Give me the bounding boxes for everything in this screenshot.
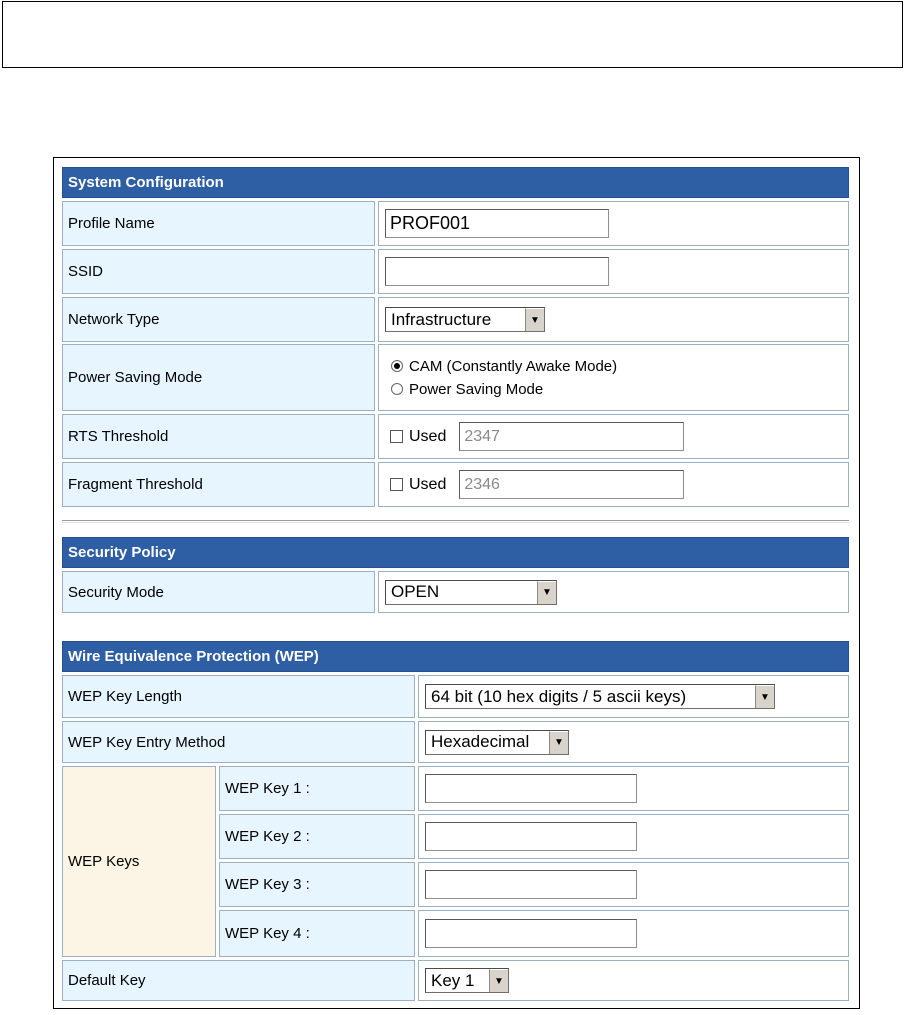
section-divider	[62, 520, 849, 523]
fragment-threshold-label-text: Fragment Threshold	[68, 476, 203, 493]
top-empty-panel	[2, 1, 903, 68]
default-key-label	[62, 960, 415, 1001]
power-saving-mode-label-text: Power Saving Mode	[68, 369, 203, 386]
security-policy-title: Security Policy	[68, 544, 176, 561]
wep-title: Wire Equivalence Protection (WEP)	[68, 648, 319, 665]
security-mode-label-text: Security Mode	[68, 583, 164, 601]
network-type-value: Infrastructure	[391, 309, 492, 329]
wep-key-3-cell	[418, 862, 849, 907]
cam-option[interactable]	[391, 358, 617, 375]
fragment-threshold-cell	[378, 462, 849, 507]
dropdown-arrow-icon[interactable]: ▼	[537, 581, 556, 604]
wep-key-4-label	[219, 910, 415, 957]
wep-key-1-label	[219, 766, 415, 811]
profile-name-label	[62, 201, 375, 246]
radio-selected-dot	[394, 363, 400, 369]
wep-key-2-label	[219, 814, 415, 859]
default-key-value: Key 1	[431, 970, 475, 990]
default-key-label-text: Default Key	[68, 972, 146, 989]
wep-key-4-input[interactable]	[425, 919, 637, 948]
wep-key-length-select[interactable]	[425, 684, 775, 709]
wep-key-entry-method-value: Hexadecimal	[431, 732, 530, 751]
dropdown-arrow-icon[interactable]: ▼	[525, 308, 544, 331]
security-policy-header	[62, 537, 849, 568]
power-saving-mode-label	[62, 344, 375, 411]
power-saving-option-label: Power Saving Mode	[409, 380, 544, 398]
wep-key-4-label-text: WEP Key 4 :	[225, 925, 310, 942]
dropdown-arrow-icon[interactable]: ▼	[549, 731, 568, 754]
wep-key-3-label-text: WEP Key 3 :	[225, 876, 310, 893]
network-type-cell	[378, 297, 849, 342]
wep-key-length-label-text: WEP Key Length	[68, 688, 182, 705]
wep-keys-label-text: WEP Keys	[68, 853, 140, 870]
dropdown-arrow-icon[interactable]: ▼	[489, 969, 508, 992]
wep-key-entry-method-cell	[418, 721, 849, 763]
rts-threshold-cell	[378, 414, 849, 459]
profile-name-label-text: Profile Name	[68, 215, 155, 232]
fragment-threshold-label	[62, 462, 375, 507]
security-mode-select[interactable]	[385, 580, 557, 605]
security-mode-cell	[378, 571, 849, 613]
security-mode-value: OPEN	[391, 582, 440, 601]
wep-key-length-label	[62, 675, 415, 718]
cam-radio[interactable]	[391, 360, 403, 372]
cam-option-label: CAM (Constantly Awake Mode)	[409, 357, 618, 375]
fragment-used-checkbox[interactable]	[390, 478, 403, 491]
wep-key-length-value: 64 bit (10 hex digits / 5 ascii keys)	[431, 686, 687, 706]
wep-key-entry-method-select[interactable]	[425, 730, 569, 755]
wep-key-2-input[interactable]	[425, 822, 637, 851]
default-key-cell	[418, 960, 849, 1001]
power-saving-option[interactable]	[391, 381, 543, 398]
network-type-select[interactable]	[385, 307, 545, 332]
rts-used-label: Used	[409, 427, 447, 445]
wep-key-3-label	[219, 862, 415, 907]
rts-threshold-input[interactable]	[459, 422, 684, 451]
wep-key-2-label-text: WEP Key 2 :	[225, 828, 310, 845]
profile-name-input[interactable]	[385, 209, 609, 238]
ssid-label-text: SSID	[68, 263, 104, 280]
default-key-select[interactable]	[425, 968, 509, 993]
system-configuration-header	[62, 167, 849, 198]
ssid-input[interactable]	[385, 257, 609, 286]
power-saving-radio[interactable]	[391, 383, 403, 395]
wep-key-1-cell	[418, 766, 849, 811]
profile-name-cell	[378, 201, 849, 246]
wep-key-1-label-text: WEP Key 1 :	[225, 780, 310, 797]
wep-key-entry-method-label	[62, 721, 415, 763]
fragment-threshold-input[interactable]	[459, 470, 684, 499]
wep-key-4-cell	[418, 910, 849, 957]
fragment-used-label: Used	[409, 475, 447, 493]
ssid-label	[62, 249, 375, 294]
wep-key-length-cell	[418, 675, 849, 718]
ssid-cell	[378, 249, 849, 294]
rts-threshold-label	[62, 414, 375, 459]
network-type-label-text: Network Type	[68, 311, 160, 328]
rts-used-checkbox[interactable]	[390, 430, 403, 443]
system-configuration-title: System Configuration	[68, 174, 224, 191]
wep-key-2-cell	[418, 814, 849, 859]
dropdown-arrow-icon[interactable]: ▼	[755, 685, 774, 708]
network-type-label	[62, 297, 375, 342]
wep-header	[62, 641, 849, 672]
power-saving-mode-cell	[378, 344, 849, 411]
wep-keys-label	[62, 766, 216, 957]
wep-key-entry-method-label-text: WEP Key Entry Method	[68, 733, 226, 751]
wep-key-1-input[interactable]	[425, 774, 637, 803]
security-mode-label	[62, 571, 375, 613]
wep-key-3-input[interactable]	[425, 870, 637, 899]
rts-threshold-label-text: RTS Threshold	[68, 428, 169, 445]
